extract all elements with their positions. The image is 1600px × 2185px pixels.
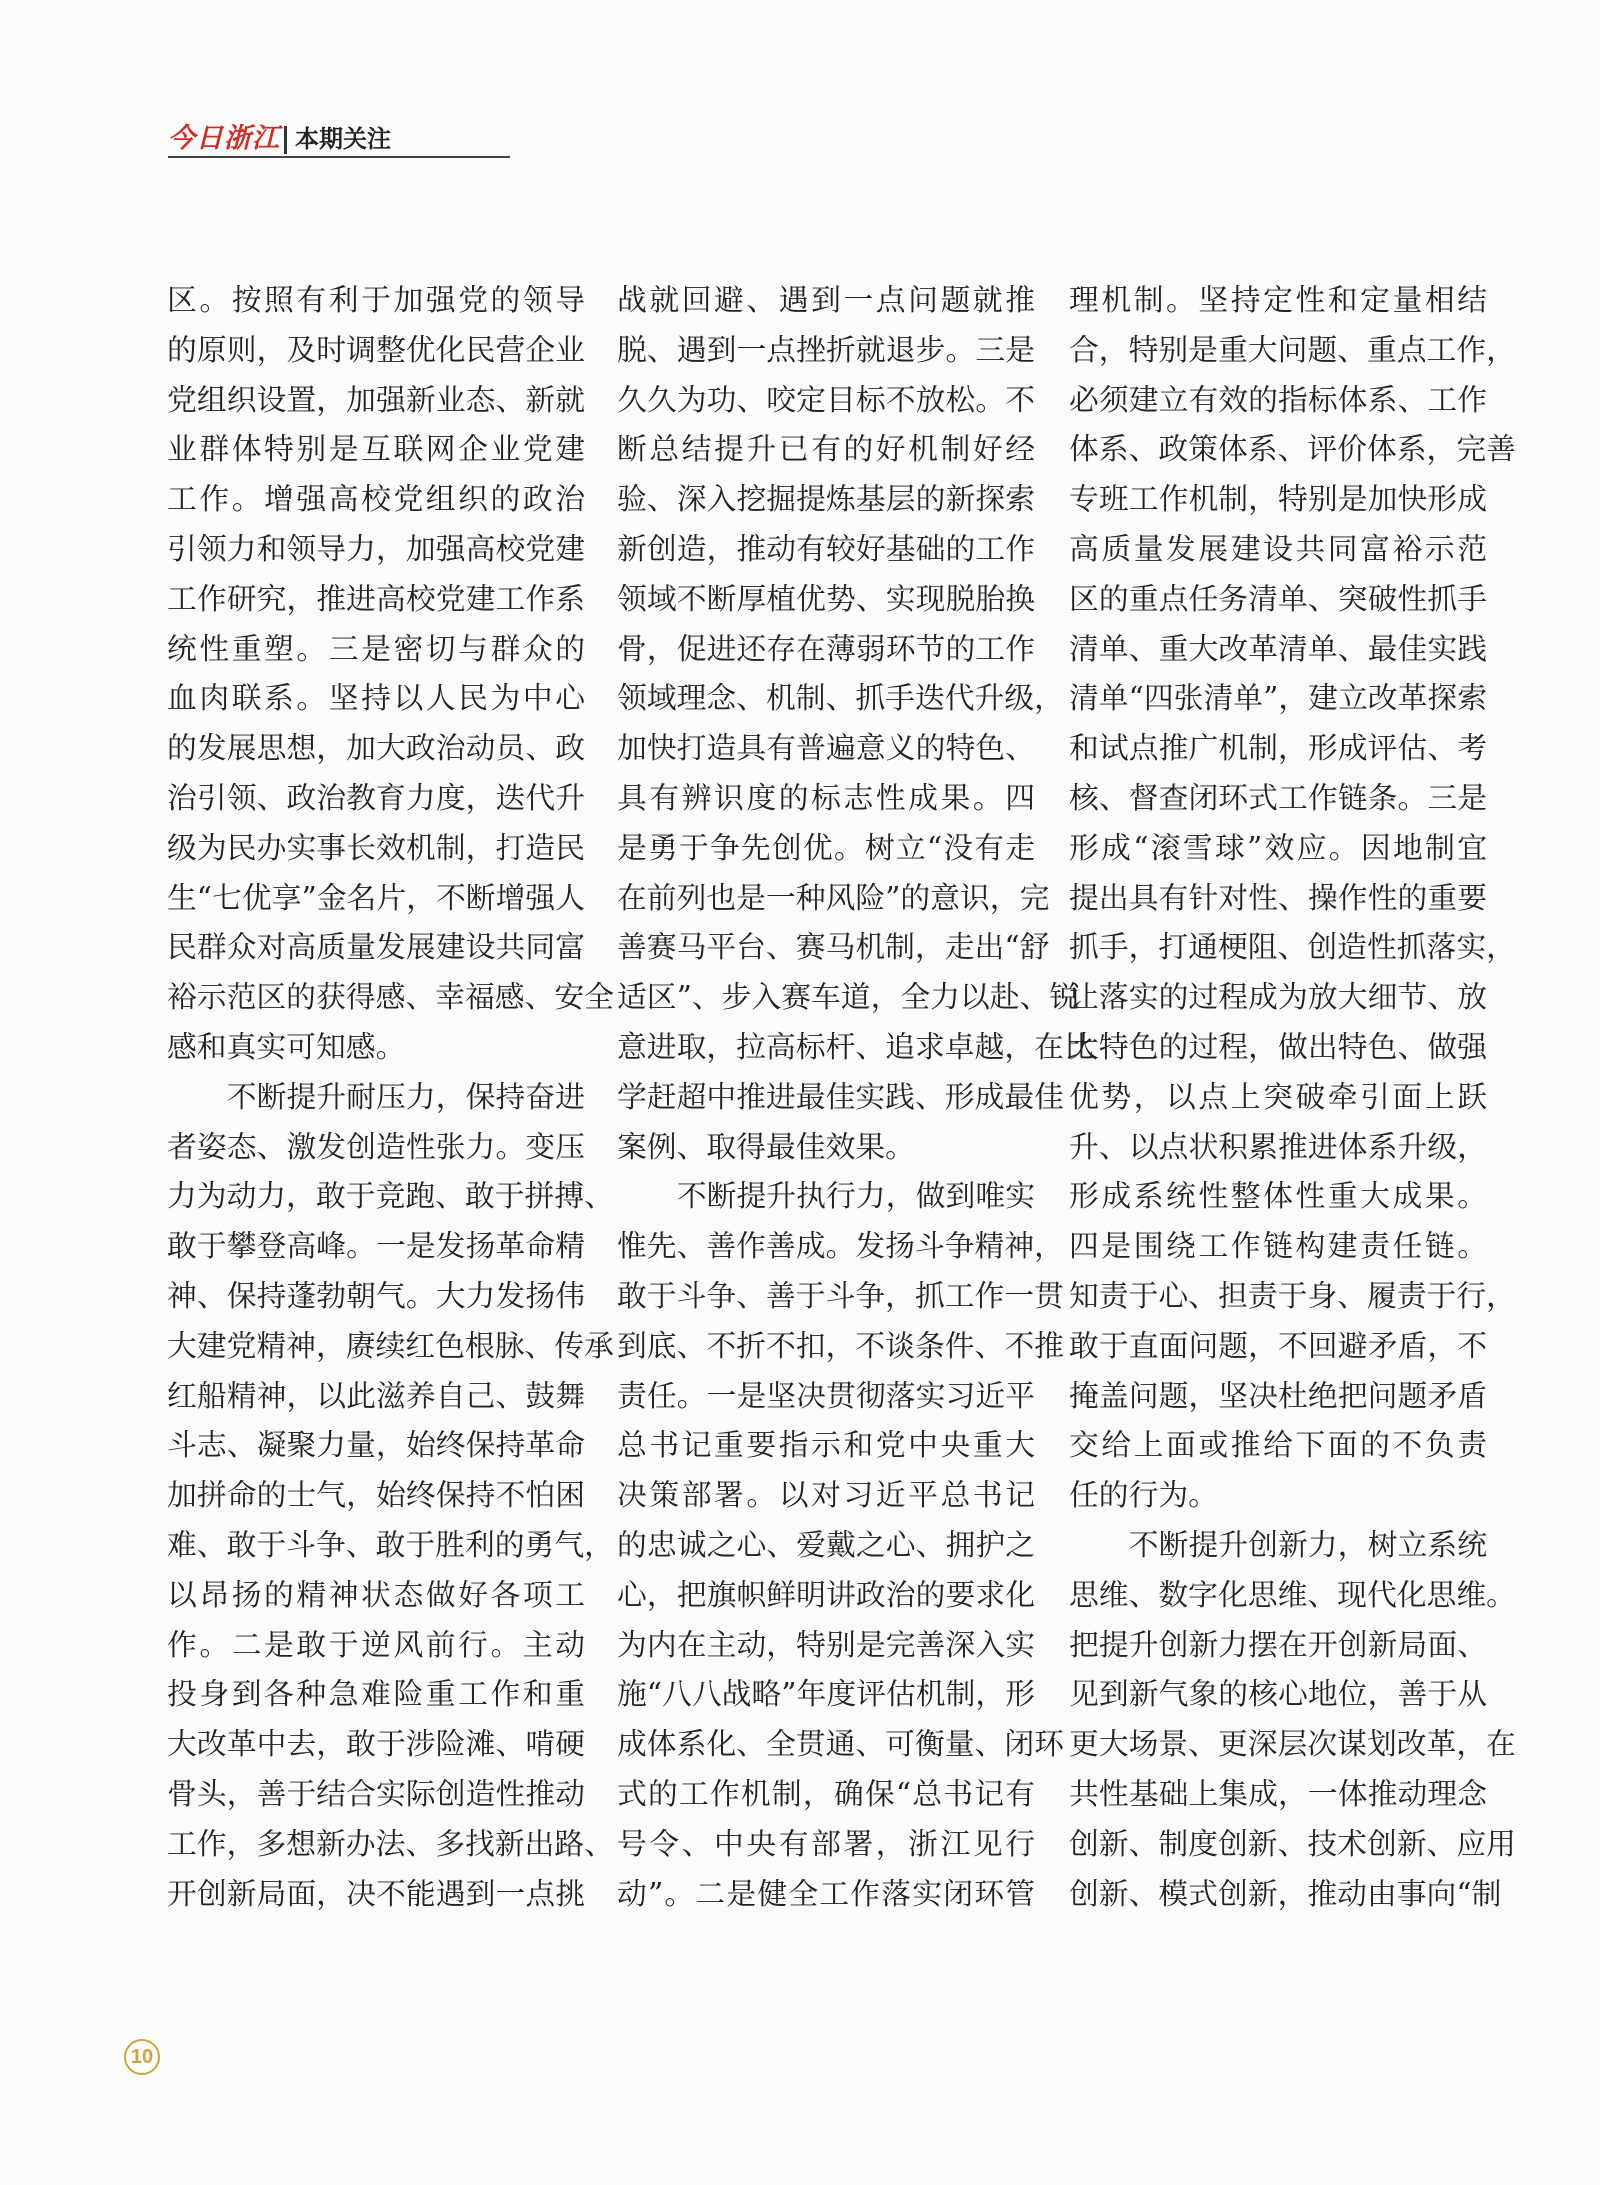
text-line: 生“七优享”金名片，不断增强人 xyxy=(167,880,585,916)
page-number: 10 xyxy=(124,2039,160,2075)
text-line: 斗志、凝聚力量，始终保持革命 xyxy=(167,1428,585,1464)
text-line: 四是围绕工作链构建责任链。 xyxy=(1069,1229,1487,1265)
text-line: 新创造，推动有较好基础的工作 xyxy=(617,531,1035,567)
text-line: 的发展思想，加大政治动员、政 xyxy=(167,731,585,767)
text-line: 领域理念、机制、抓手迭代升级， xyxy=(617,681,1064,717)
text-line: 在前列也是一种风险”的意识，完 xyxy=(617,880,1050,916)
text-line: 善赛马平台、赛马机制，走出“舒 xyxy=(617,930,1050,966)
text-line: 抓手，打通梗阻、创造性抓落实， xyxy=(1069,930,1516,966)
text-line: 成体系化、全贯通、可衡量、闭环 xyxy=(617,1727,1064,1763)
text-line: 知责于心、担责于身、履责于行， xyxy=(1069,1278,1516,1314)
text-line: 到底、不折不扣，不谈条件、不推 xyxy=(617,1328,1064,1364)
text-line: 难、敢于斗争、敢于胜利的勇气， xyxy=(167,1527,614,1563)
text-line: 治引领、政治教育力度，迭代升 xyxy=(167,780,585,816)
text-line: 惟先、善作善成。发扬斗争精神， xyxy=(617,1229,1064,1265)
section-title: 本期关注 xyxy=(295,125,391,153)
text-line: 脱、遇到一点挫折就退步。三是 xyxy=(617,332,1035,368)
text-line: 工作，多想新办法、多找新出路、 xyxy=(167,1826,614,1862)
text-line: 神、保持蓬勃朝气。大力发扬伟 xyxy=(167,1278,585,1314)
text-line: 工作研究，推进高校党建工作系 xyxy=(167,581,585,617)
text-line: 血肉联系。坚持以人民为中心 xyxy=(167,681,585,717)
text-line: 感和真实可知感。 xyxy=(167,1029,406,1065)
text-line: 适区”、步入赛车道，全力以赴、锐 xyxy=(617,980,1080,1016)
header-divider xyxy=(284,126,287,154)
text-line: 者姿态、激发创造性张力。变压 xyxy=(167,1129,585,1165)
text-line: 为内在主动，特别是完善深入实 xyxy=(617,1627,1035,1663)
text-column-2 xyxy=(617,276,1094,1919)
text-line: 必须建立有效的指标体系、工作 xyxy=(1069,382,1487,418)
text-line: 更大场景、更深层次谋划改革，在 xyxy=(1069,1727,1516,1763)
text-line: 红船精神，以此滋养自己、鼓舞 xyxy=(167,1378,585,1414)
text-line: 敢于斗争、善于斗争，抓工作一贯 xyxy=(617,1278,1064,1314)
text-line: 形成“滚雪球”效应。因地制宜 xyxy=(1069,830,1487,866)
text-line: 清单、重大改革清单、最佳实践 xyxy=(1069,631,1487,667)
text-line: 理机制。坚持定性和定量相结 xyxy=(1069,283,1487,318)
text-line: 号令、中央有部署，浙江见行 xyxy=(617,1826,1035,1862)
text-line: 党组织设置，加强新业态、新就 xyxy=(167,382,585,418)
text-line: 施“八八战略”年度评估机制，形 xyxy=(617,1677,1035,1713)
text-line: 大建党精神，赓续红色根脉、传承 xyxy=(167,1328,614,1364)
text-line: 形成系统性整体性重大成果。 xyxy=(1069,1179,1487,1215)
text-line: 案例、取得最佳效果。 xyxy=(617,1129,915,1165)
text-line: 共性基础上集成，一体推动理念 xyxy=(1069,1776,1487,1812)
text-line: 的忠诚之心、爱戴之心、拥护之 xyxy=(617,1527,1035,1563)
text-column-3 xyxy=(1069,276,1516,1919)
text-line: 合，特别是重大问题、重点工作， xyxy=(1069,332,1516,368)
text-line: 区的重点任务清单、突破性抓手 xyxy=(1069,581,1487,617)
text-line: 区。按照有利于加强党的领导 xyxy=(167,283,585,318)
text-line: 学赶超中推进最佳实践、形成最佳 xyxy=(617,1079,1064,1115)
text-column-1 xyxy=(167,276,614,1919)
text-line: 大改革中去，敢于涉险滩、啃硬 xyxy=(167,1727,585,1763)
text-line: 敢于攀登高峰。一是发扬革命精 xyxy=(167,1229,585,1265)
text-line: 式的工作机制，确保“总书记有 xyxy=(617,1776,1035,1812)
text-line: 和试点推广机制，形成评估、考 xyxy=(1069,731,1487,767)
text-line: 民群众对高质量发展建设共同富 xyxy=(167,930,585,966)
text-line: 不断提升创新力，树立系统 xyxy=(1069,1527,1487,1563)
text-line: 把提升创新力摆在开创新局面、 xyxy=(1069,1627,1487,1663)
text-line: 引领力和领导力，加强高校党建 xyxy=(167,531,585,567)
text-line: 总书记重要指示和党中央重大 xyxy=(617,1428,1035,1464)
text-line: 业群体特别是互联网企业党建 xyxy=(167,432,585,468)
text-line: 专班工作机制，特别是加快形成 xyxy=(1069,482,1487,518)
text-line: 具有辨识度的标志性成果。四 xyxy=(617,780,1035,816)
text-line: 战就回避、遇到一点问题就推 xyxy=(617,283,1035,318)
text-line: 的原则，及时调整优化民营企业 xyxy=(167,332,585,368)
text-line: 以昂扬的精神状态做好各项工 xyxy=(167,1577,585,1613)
text-line: 骨头，善于结合实际创造性推动 xyxy=(167,1776,585,1812)
text-line: 工作。增强高校党组织的政治 xyxy=(167,482,585,518)
page-header xyxy=(168,122,510,158)
text-line: 开创新局面，决不能遇到一点挑 xyxy=(167,1876,585,1912)
text-line: 是勇于争先创优。树立“没有走 xyxy=(617,830,1035,866)
text-line: 核、督查闭环式工作链条。三是 xyxy=(1069,780,1487,816)
text-line: 体系、政策体系、评价体系，完善 xyxy=(1069,432,1516,468)
text-line: 加拼命的士气，始终保持不怕困 xyxy=(167,1478,585,1514)
text-line: 创新、模式创新，推动由事向“制 xyxy=(1069,1876,1502,1912)
text-line: 不断提升执行力，做到唯实 xyxy=(617,1179,1035,1215)
text-line: 级为民办实事长效机制，打造民 xyxy=(167,830,585,866)
text-line: 创新、制度创新、技术创新、应用 xyxy=(1069,1826,1516,1862)
text-line: 统性重塑。三是密切与群众的 xyxy=(167,631,585,667)
text-line: 掩盖问题，坚决杜绝把问题矛盾 xyxy=(1069,1378,1487,1414)
text-line: 投身到各种急难险重工作和重 xyxy=(167,1677,585,1713)
text-line: 领域不断厚植优势、实现脱胎换 xyxy=(617,581,1035,617)
text-line: 交给上面或推给下面的不负责 xyxy=(1069,1428,1487,1464)
text-line: 优势，以点上突破牵引面上跃 xyxy=(1069,1079,1487,1115)
text-line: 骨，促进还存在薄弱环节的工作 xyxy=(617,631,1035,667)
text-line: 提出具有针对性、操作性的重要 xyxy=(1069,880,1487,916)
text-line: 敢于直面问题，不回避矛盾，不 xyxy=(1069,1328,1487,1364)
text-line: 决策部署。以对习近平总书记 xyxy=(617,1478,1035,1514)
text-line: 高质量发展建设共同富裕示范 xyxy=(1069,531,1487,567)
text-line: 责任。一是坚决贯彻落实习近平 xyxy=(617,1378,1035,1414)
text-line: 加快打造具有普遍意义的特色、 xyxy=(617,731,1035,767)
text-line: 任的行为。 xyxy=(1069,1478,1218,1514)
text-line: 作。二是敢于逆风前行。主动 xyxy=(167,1627,585,1663)
text-line: 见到新气象的核心地位，善于从 xyxy=(1069,1677,1487,1713)
text-line: 久久为功、咬定目标不放松。不 xyxy=(617,382,1035,418)
text-line: 验、深入挖掘提炼基层的新探索 xyxy=(617,482,1035,518)
text-line: 清单“四张清单”，建立改革探索 xyxy=(1069,681,1487,717)
text-line: 大特色的过程，做出特色、做强 xyxy=(1069,1029,1487,1065)
text-line: 思维、数字化思维、现代化思维。 xyxy=(1069,1577,1516,1613)
magazine-logo: 今日浙江 xyxy=(168,123,280,154)
text-line: 意进取，拉高标杆、追求卓越，在比 xyxy=(617,1029,1094,1065)
text-line: 心，把旗帜鲜明讲政治的要求化 xyxy=(617,1577,1035,1613)
text-line: 断总结提升已有的好机制好经 xyxy=(617,432,1035,468)
text-line: 力为动力，敢于竞跑、敢于拼搏、 xyxy=(167,1179,614,1215)
text-line: 不断提升耐压力，保持奋进 xyxy=(167,1079,585,1115)
text-line: 裕示范区的获得感、幸福感、安全 xyxy=(167,980,614,1016)
text-line: 让落实的过程成为放大细节、放 xyxy=(1069,980,1487,1016)
text-line: 动”。二是健全工作落实闭环管 xyxy=(617,1876,1035,1912)
text-line: 升、以点状积累推进体系升级， xyxy=(1069,1129,1487,1165)
